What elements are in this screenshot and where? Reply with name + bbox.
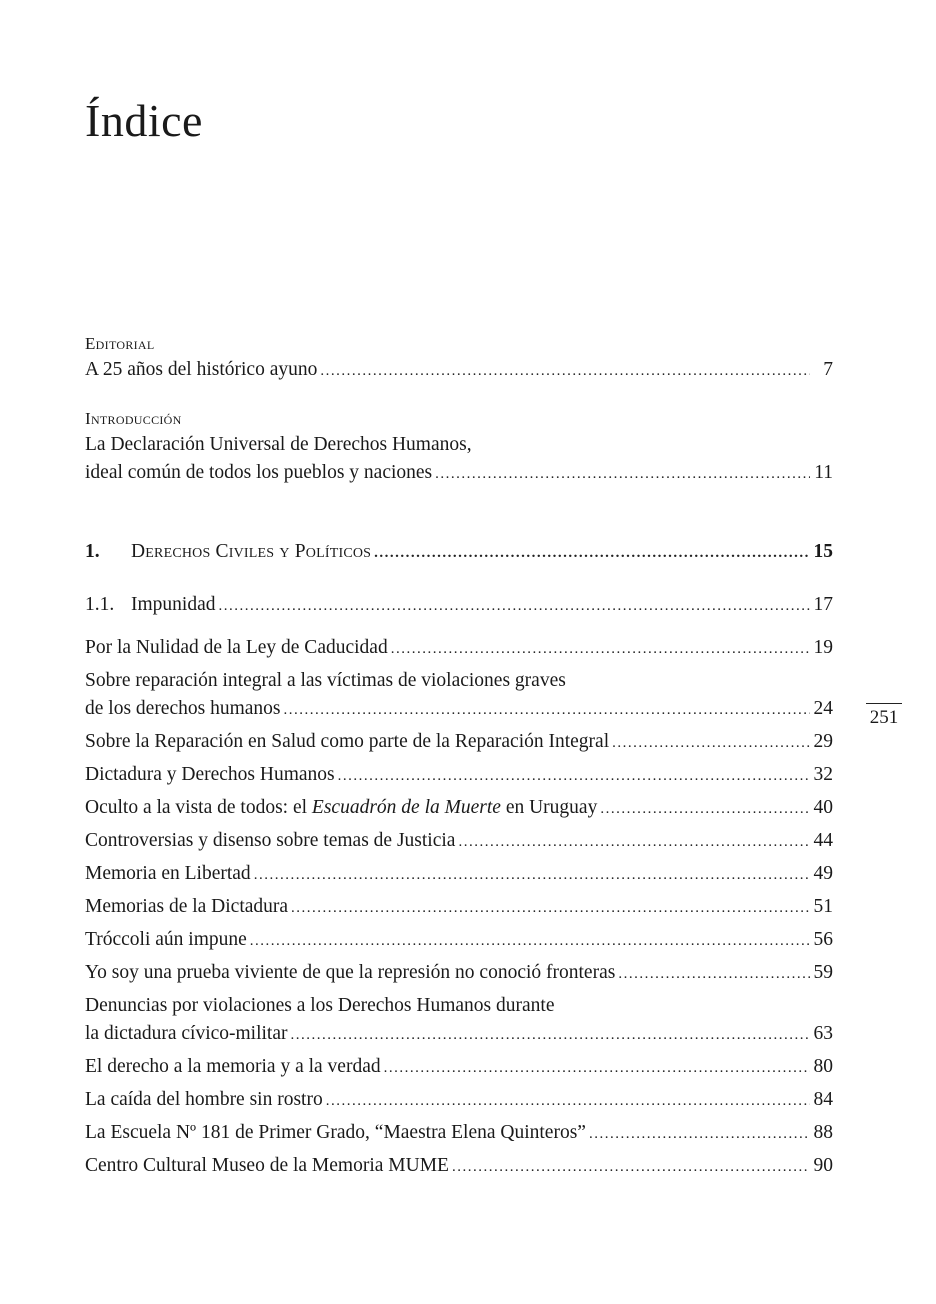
toc-entry-title: la dictadura cívico-militar xyxy=(85,1023,288,1044)
section-label-editorial: Editorial xyxy=(85,334,155,353)
dot-leader xyxy=(320,357,810,385)
toc-entry-title: Yo soy una prueba viviente de que la represión no conoció fronteras xyxy=(85,962,616,983)
spacer xyxy=(85,385,833,407)
toc-entry-page: 80 xyxy=(813,1056,833,1077)
toc-entry-page: 17 xyxy=(813,594,833,615)
toc-entry-page: 84 xyxy=(813,1089,833,1110)
toc-entry-page: 11 xyxy=(814,462,833,483)
dot-leader xyxy=(374,539,810,567)
toc-entry-title: Oculto a la vista de todos: el Escuadrón de la Muerte en Uruguay xyxy=(85,797,598,818)
toc-entry-title: ideal común de todos los pueblos y naciones xyxy=(85,462,433,483)
toc-entry[interactable] xyxy=(85,1152,833,1181)
dot-leader xyxy=(254,861,810,889)
toc-entry-title: de los derechos humanos xyxy=(85,698,281,719)
toc-entry-page: 24 xyxy=(813,698,833,719)
toc-entry-editorial[interactable] xyxy=(85,356,833,385)
toc-entry[interactable] xyxy=(85,827,833,856)
toc-chapter-1[interactable] xyxy=(85,538,833,567)
table-of-contents xyxy=(85,332,833,1181)
toc-entry-title: Memoria en Libertad xyxy=(85,863,251,884)
dot-leader xyxy=(338,762,810,790)
spacer xyxy=(85,620,833,634)
toc-entry-page: 44 xyxy=(813,830,833,851)
toc-entry-title: Dictadura y Derechos Humanos xyxy=(85,764,335,785)
toc-entry[interactable] xyxy=(85,1119,833,1148)
dot-leader xyxy=(391,635,810,663)
toc-entry-page: 29 xyxy=(813,731,833,752)
toc-entry-title: Centro Cultural Museo de la Memoria MUME xyxy=(85,1155,449,1176)
toc-entry-page: 90 xyxy=(813,1155,833,1176)
spacer xyxy=(85,488,833,538)
toc-entry[interactable] xyxy=(85,1020,833,1049)
dot-leader xyxy=(618,960,810,988)
toc-entry[interactable] xyxy=(85,728,833,757)
toc-entry-title-line: La Declaración Universal de Derechos Humanos, xyxy=(85,434,472,455)
page-title: Índice xyxy=(85,95,203,146)
toc-entry-page: 19 xyxy=(813,637,833,658)
toc-entry-page: 49 xyxy=(813,863,833,884)
toc-entry-page: 56 xyxy=(813,929,833,950)
toc-entry-title: A 25 años del histórico ayuno xyxy=(85,359,318,380)
dot-leader xyxy=(435,460,810,488)
section-title: Impunidad xyxy=(131,594,216,615)
toc-entry-title: Tróccoli aún impune xyxy=(85,929,247,950)
toc-entry-page: 59 xyxy=(813,962,833,983)
toc-entry-title: Sobre la Reparación en Salud como parte de la Reparación Integral xyxy=(85,731,610,752)
dot-leader xyxy=(250,927,810,955)
toc-entry-title: La Escuela Nº 181 de Primer Grado, “Maestra Elena Quinteros” xyxy=(85,1122,586,1143)
dot-leader xyxy=(452,1153,810,1181)
toc-entry[interactable] xyxy=(85,1053,833,1082)
toc-entry-title-line: Denuncias por violaciones a los Derechos Humanos durante xyxy=(85,995,555,1016)
toc-entry-title: La caída del hombre sin rostro xyxy=(85,1089,323,1110)
toc-entry-title: El derecho a la memoria y a la verdad xyxy=(85,1056,381,1077)
toc-entry-page: 40 xyxy=(813,797,833,818)
toc-entry[interactable] xyxy=(85,695,833,724)
toc-entry-title: Controversias y disenso sobre temas de Justicia xyxy=(85,830,456,851)
dot-leader xyxy=(612,729,810,757)
toc-entry[interactable] xyxy=(85,860,833,889)
toc-entry[interactable] xyxy=(85,893,833,922)
dot-leader xyxy=(291,1021,811,1049)
toc-entry-page: 7 xyxy=(823,359,833,380)
toc-section-1-1[interactable] xyxy=(85,591,833,620)
toc-entry-page: 63 xyxy=(813,1023,833,1044)
toc-entry-page: 32 xyxy=(813,764,833,785)
toc-entry-introduccion[interactable] xyxy=(85,459,833,488)
dot-leader xyxy=(284,696,811,724)
toc-entry-title: Por la Nulidad de la Ley de Caducidad xyxy=(85,637,388,658)
chapter-title: Derechos Civiles y Políticos xyxy=(131,541,372,562)
dot-leader xyxy=(384,1054,810,1082)
toc-entry[interactable] xyxy=(85,959,833,988)
toc-entry-page: 51 xyxy=(813,896,833,917)
dot-leader xyxy=(589,1120,810,1148)
dot-leader xyxy=(326,1087,810,1115)
toc-entry[interactable] xyxy=(85,794,833,823)
section-label-introduccion: Introducción xyxy=(85,409,182,428)
toc-entry-title: Memorias de la Dictadura xyxy=(85,896,289,917)
dot-leader xyxy=(291,894,810,922)
page-number: 251 xyxy=(866,703,902,729)
toc-entry[interactable] xyxy=(85,1086,833,1115)
toc-entry[interactable] xyxy=(85,761,833,790)
chapter-number: 1. xyxy=(85,541,100,562)
section-number: 1.1. xyxy=(85,594,115,615)
toc-entry-page: 15 xyxy=(813,541,833,562)
dot-leader xyxy=(458,828,810,856)
toc-entry[interactable] xyxy=(85,634,833,663)
toc-entry[interactable] xyxy=(85,926,833,955)
dot-leader xyxy=(600,795,810,823)
dot-leader xyxy=(218,592,810,620)
toc-entry-page: 88 xyxy=(813,1122,833,1143)
toc-entry-title-line: Sobre reparación integral a las víctimas de violaciones graves xyxy=(85,670,566,691)
spacer xyxy=(85,567,833,591)
